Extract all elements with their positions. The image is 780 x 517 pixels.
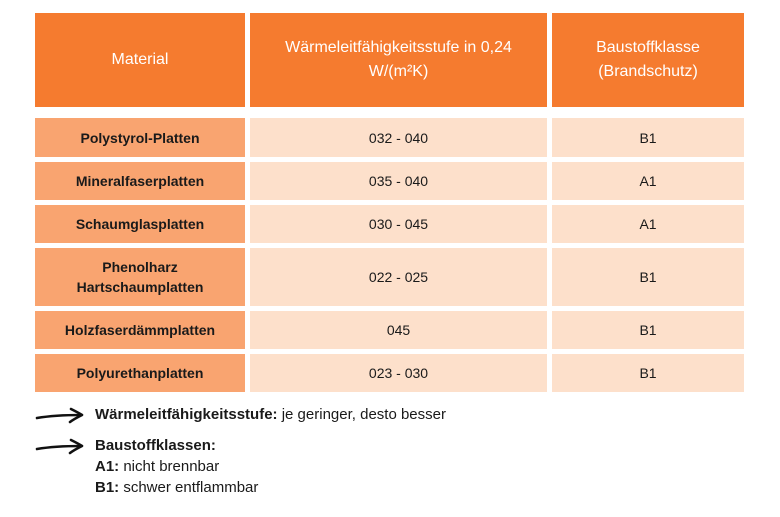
class-b1-line: B1: schwer entflammbar [95, 479, 259, 496]
arrow-right-icon [35, 407, 85, 425]
material-cell: Schaumglasplatten [35, 205, 245, 243]
class-cell: B1 [552, 118, 744, 157]
material-cell: Mineralfaserplatten [35, 162, 245, 200]
class-a1-line: A1: nicht brennbar [95, 458, 220, 475]
header-material: Material [35, 13, 245, 107]
material-cell: Phenolharz Hartschaumplatten [35, 248, 245, 306]
conductivity-cell: 032 - 040 [250, 118, 547, 157]
conductivity-note-term: Wärmeleitfähigkeitsstufe: [95, 406, 278, 423]
class-cell: A1 [552, 205, 744, 243]
header-conductivity: Wärmeleitfähigkeitsstufe in 0,24 W/(m²K) [250, 13, 547, 107]
conductivity-cell: 022 - 025 [250, 248, 547, 306]
legend-notes [35, 404, 446, 498]
material-cell: Polystyrol-Platten [35, 118, 245, 157]
conductivity-cell: 023 - 030 [250, 354, 547, 392]
classes-note-title: Baustoffklassen: [95, 437, 216, 454]
conductivity-cell: 045 [250, 311, 547, 349]
class-cell: B1 [552, 354, 744, 392]
conductivity-cell: 035 - 040 [250, 162, 547, 200]
class-cell: B1 [552, 311, 744, 349]
conductivity-cell: 030 - 045 [250, 205, 547, 243]
classes-note [35, 435, 446, 498]
insulation-materials-table [35, 13, 744, 397]
conductivity-note-text: je geringer, desto besser [277, 406, 446, 423]
class-cell: B1 [552, 248, 744, 306]
class-cell: A1 [552, 162, 744, 200]
conductivity-note [35, 404, 446, 425]
material-cell: Polyurethanplatten [35, 354, 245, 392]
arrow-right-icon [35, 438, 85, 456]
header-building-material-class: Baustoffklasse (Brandschutz) [552, 13, 744, 107]
material-cell: Holzfaserdämmplatten [35, 311, 245, 349]
